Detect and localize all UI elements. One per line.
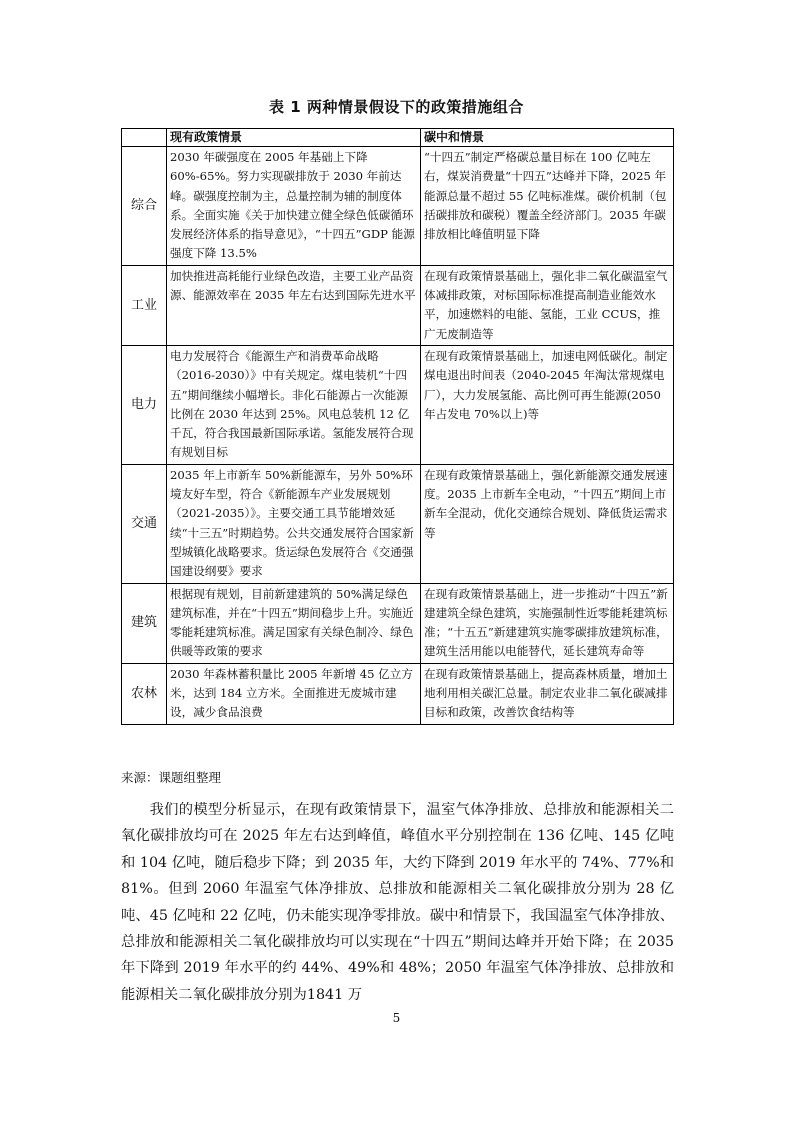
carbon-neutral-cell: “十四五”制定严格碳总量目标在 100 亿吨左右，煤炭消费量“十四五”达峰并下降，2025 年能源总量不超过 55 亿吨标准煤。碳价机制（包括碳排放和碳税）覆盖全经济部门。2035 年碳排放相比峰值明显下降 [421, 147, 674, 266]
sector-cell: 交通 [122, 464, 167, 583]
sector-cell: 建筑 [122, 583, 167, 663]
sector-cell: 农林 [122, 663, 167, 724]
table-row [122, 464, 674, 583]
header-carbon-neutral: 碳中和情景 [421, 129, 674, 147]
current-policy-cell: 电力发展符合《能源生产和消费革命战略（2016-2030）》中有关规定。煤电装机“十四五”期间继续小幅增长。非化石能源占一次能源比例在 2030 年达到 25%。风电总装机 12 亿千瓦，符合我国最新国际承诺。氢能发展符合现有规划目标 [167, 345, 421, 464]
carbon-neutral-cell: 在现有政策情景基础上，强化新能源交通发展速度。2035 上市新车全电动，“十四五”期间上市新车全混动，优化交通综合规划、降低货运需求等 [421, 464, 674, 583]
current-policy-cell: 2030 年碳强度在 2005 年基础上下降 60%-65%。努力实现碳排放于 2030 年前达峰。碳强度控制为主，总量控制为辅的制度体系。全面实施《关于加快建立健全绿色低碳循环发展经济体系的指导意见》，“十四五”GDP 能源强度下降 13.5% [167, 147, 421, 266]
body-paragraph: 我们的模型分析显示，在现有政策情景下，温室气体净排放、总排放和能源相关二氧化碳排放均可在 2025 年左右达到峰值，峰值水平分别控制在 136 亿吨、145 亿吨和 104 亿吨，随后稳步下降；到 2035 年，大约下降到 2019 年水平的 74%、77%和 81%。但到 2060 年温室气体净排放、总排放和能源相关二氧化碳排放分别为 28 亿吨、45 亿吨和 22 亿吨，仍未能实现净零排放。碳中和情景下，我国温室气体净排放、总排放和能源相关二氧化碳排放均可以实现在“十四五”期间达峰并开始下降；在 2035 年下降到 2019 年水平的约 44%、49%和 48%；2050 年温室气体净排放、总排放和能源相关二氧化碳排放分别为1841 万 [121, 802, 674, 1003]
policy-table [121, 128, 674, 725]
carbon-neutral-cell: 在现有政策情景基础上，提高森林质量，增加土地利用相关碳汇总量。制定农业非二氧化碳减排目标和政策，改善饮食结构等 [421, 663, 674, 724]
source-note: 来源：课题组整理 [121, 770, 222, 785]
table-row [122, 345, 674, 464]
sector-cell: 工业 [122, 265, 167, 345]
page-number: 5 [392, 1011, 401, 1025]
current-policy-cell: 根据现有规划，目前新建建筑的 50%满足绿色建筑标准，并在“十四五”期间稳步上升。实施近零能耗建筑标准。满足国家有关绿色制冷、绿色供暖等政策的要求 [167, 583, 421, 663]
carbon-neutral-cell: 在现有政策情景基础上，强化非二氧化碳温室气体减排政策，对标国际标准提高制造业能效水平，加速燃料的电能、氢能，工业 CCUS，推广无废制造等 [421, 265, 674, 345]
carbon-neutral-cell: 在现有政策情景基础上，进一步推动“十四五”新建建筑全绿色建筑，实施强制性近零能耗建筑标准；“十五五”新建建筑实施零碳排放建筑标准，建筑生活用能以电能替代，延长建筑寿命等 [421, 583, 674, 663]
sector-cell: 电力 [122, 345, 167, 464]
current-policy-cell: 2030 年森林蓄积量比 2005 年新增 45 亿立方米，达到 184 立方米。全面推进无废城市建设，减少食品浪费 [167, 663, 421, 724]
current-policy-cell: 2035 年上市新车 50%新能源车，另外 50%环境友好车型，符合《新能源车产业发展规划（2021-2035）》。主要交通工具节能增效延续“十三五”时期趋势。公共交通发展符合国家新型城镇化战略要求。货运绿色发展符合《交通强国建设纲要》要求 [167, 464, 421, 583]
table-row [122, 663, 674, 724]
header-current-policy: 现有政策情景 [167, 129, 421, 147]
table-header-row [122, 129, 674, 147]
table-row [122, 583, 674, 663]
table-row [122, 265, 674, 345]
table-title: 表 1 两种情景假设下的政策措施组合 [269, 98, 524, 116]
current-policy-cell: 加快推进高耗能行业绿色改造，主要工业产品资源、能源效率在 2035 年左右达到国际先进水平 [167, 265, 421, 345]
sector-cell: 综合 [122, 147, 167, 266]
header-sector [122, 129, 167, 147]
table-row [122, 147, 674, 266]
carbon-neutral-cell: 在现有政策情景基础上，加速电网低碳化。制定煤电退出时间表（2040-2045 年淘汰常规煤电厂），大力发展氢能、高比例可再生能源(2050 年占发电 70%以上)等 [421, 345, 674, 464]
